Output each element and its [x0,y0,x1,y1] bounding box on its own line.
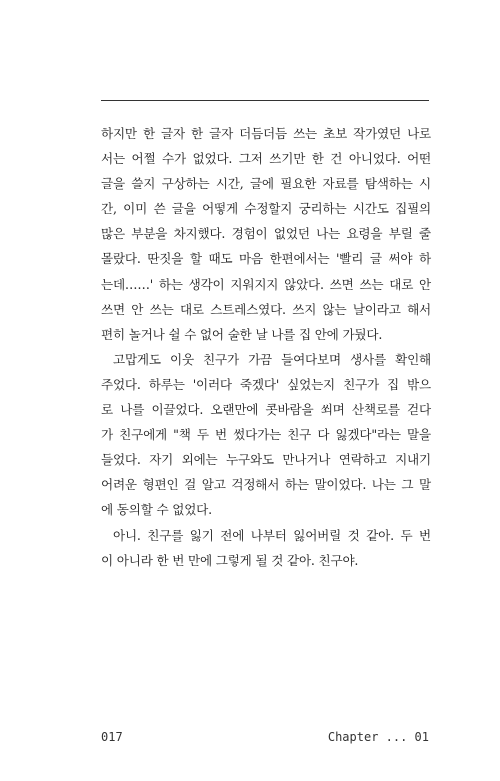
header-rule [101,100,429,101]
text-line: 간, 이미 쓴 글을 어떻게 수정할지 궁리하는 시간도 집필의 [101,201,431,217]
body-text [101,121,431,573]
text-line: 글을 쓸지 구상하는 시간, 글에 필요한 자료를 탐색하는 시 [101,176,431,192]
page-footer [101,730,429,746]
text-line: 아니. 친구를 잃기 전에 나부터 잃어버릴 것 같아. 두 번 [113,527,431,543]
text-line: 편히 놀거나 쉴 수 없어 술한 날 나를 집 안에 가뒀다. [101,326,383,342]
text-line: 가 친구에게 "책 두 번 썼다가는 친구 다 잃겠다"라는 말을 [101,427,431,443]
text-line: 주었다. 하루는 '이러다 죽겠다' 싶었는지 친구가 집 밖으 [101,376,431,392]
text-line: 어려운 형편인 걸 알고 걱정해서 하는 말이었다. 나는 그 말 [101,477,431,493]
text-line: 들었다. 자기 외에는 누구와도 만나거나 연락하고 지내기 [101,452,431,468]
page-number: 017 [101,730,123,744]
chapter-label: Chapter ... 01 [327,730,429,744]
text-line: 하지만 한 글자 한 글자 더듬더듬 쓰는 초보 작가였던 나로 [101,126,431,141]
text-line: 로 나를 이끌었다. 오랜만에 콧바람을 쐬며 산책로를 걷다 [101,402,431,418]
text-line: 몰랐다. 딴짓을 할 때도 마음 한편에서는 '빨리 글 써야 하 [101,251,431,267]
text-line: 많은 부분을 차지했다. 경험이 없었던 나는 요령을 부릴 줄 [101,226,431,242]
text-line: 이 아니라 한 번 만에 그렇게 될 것 같아. 친구야. [101,552,359,568]
text-line: 고맙게도 이웃 친구가 가끔 들여다보며 생사를 확인해 [113,351,431,367]
text-line: 서는 어쩔 수가 없었다. 그저 쓰기만 한 건 아니었다. 어떤 [101,151,431,167]
text-line: 는데……' 하는 생각이 지워지지 않았다. 쓰면 쓰는 대로 안 [101,276,431,292]
text-line: 쓰면 안 쓰는 대로 스트레스였다. 쓰지 않는 날이라고 해서 [101,301,431,317]
text-line: 에 동의할 수 없었다. [101,502,212,518]
